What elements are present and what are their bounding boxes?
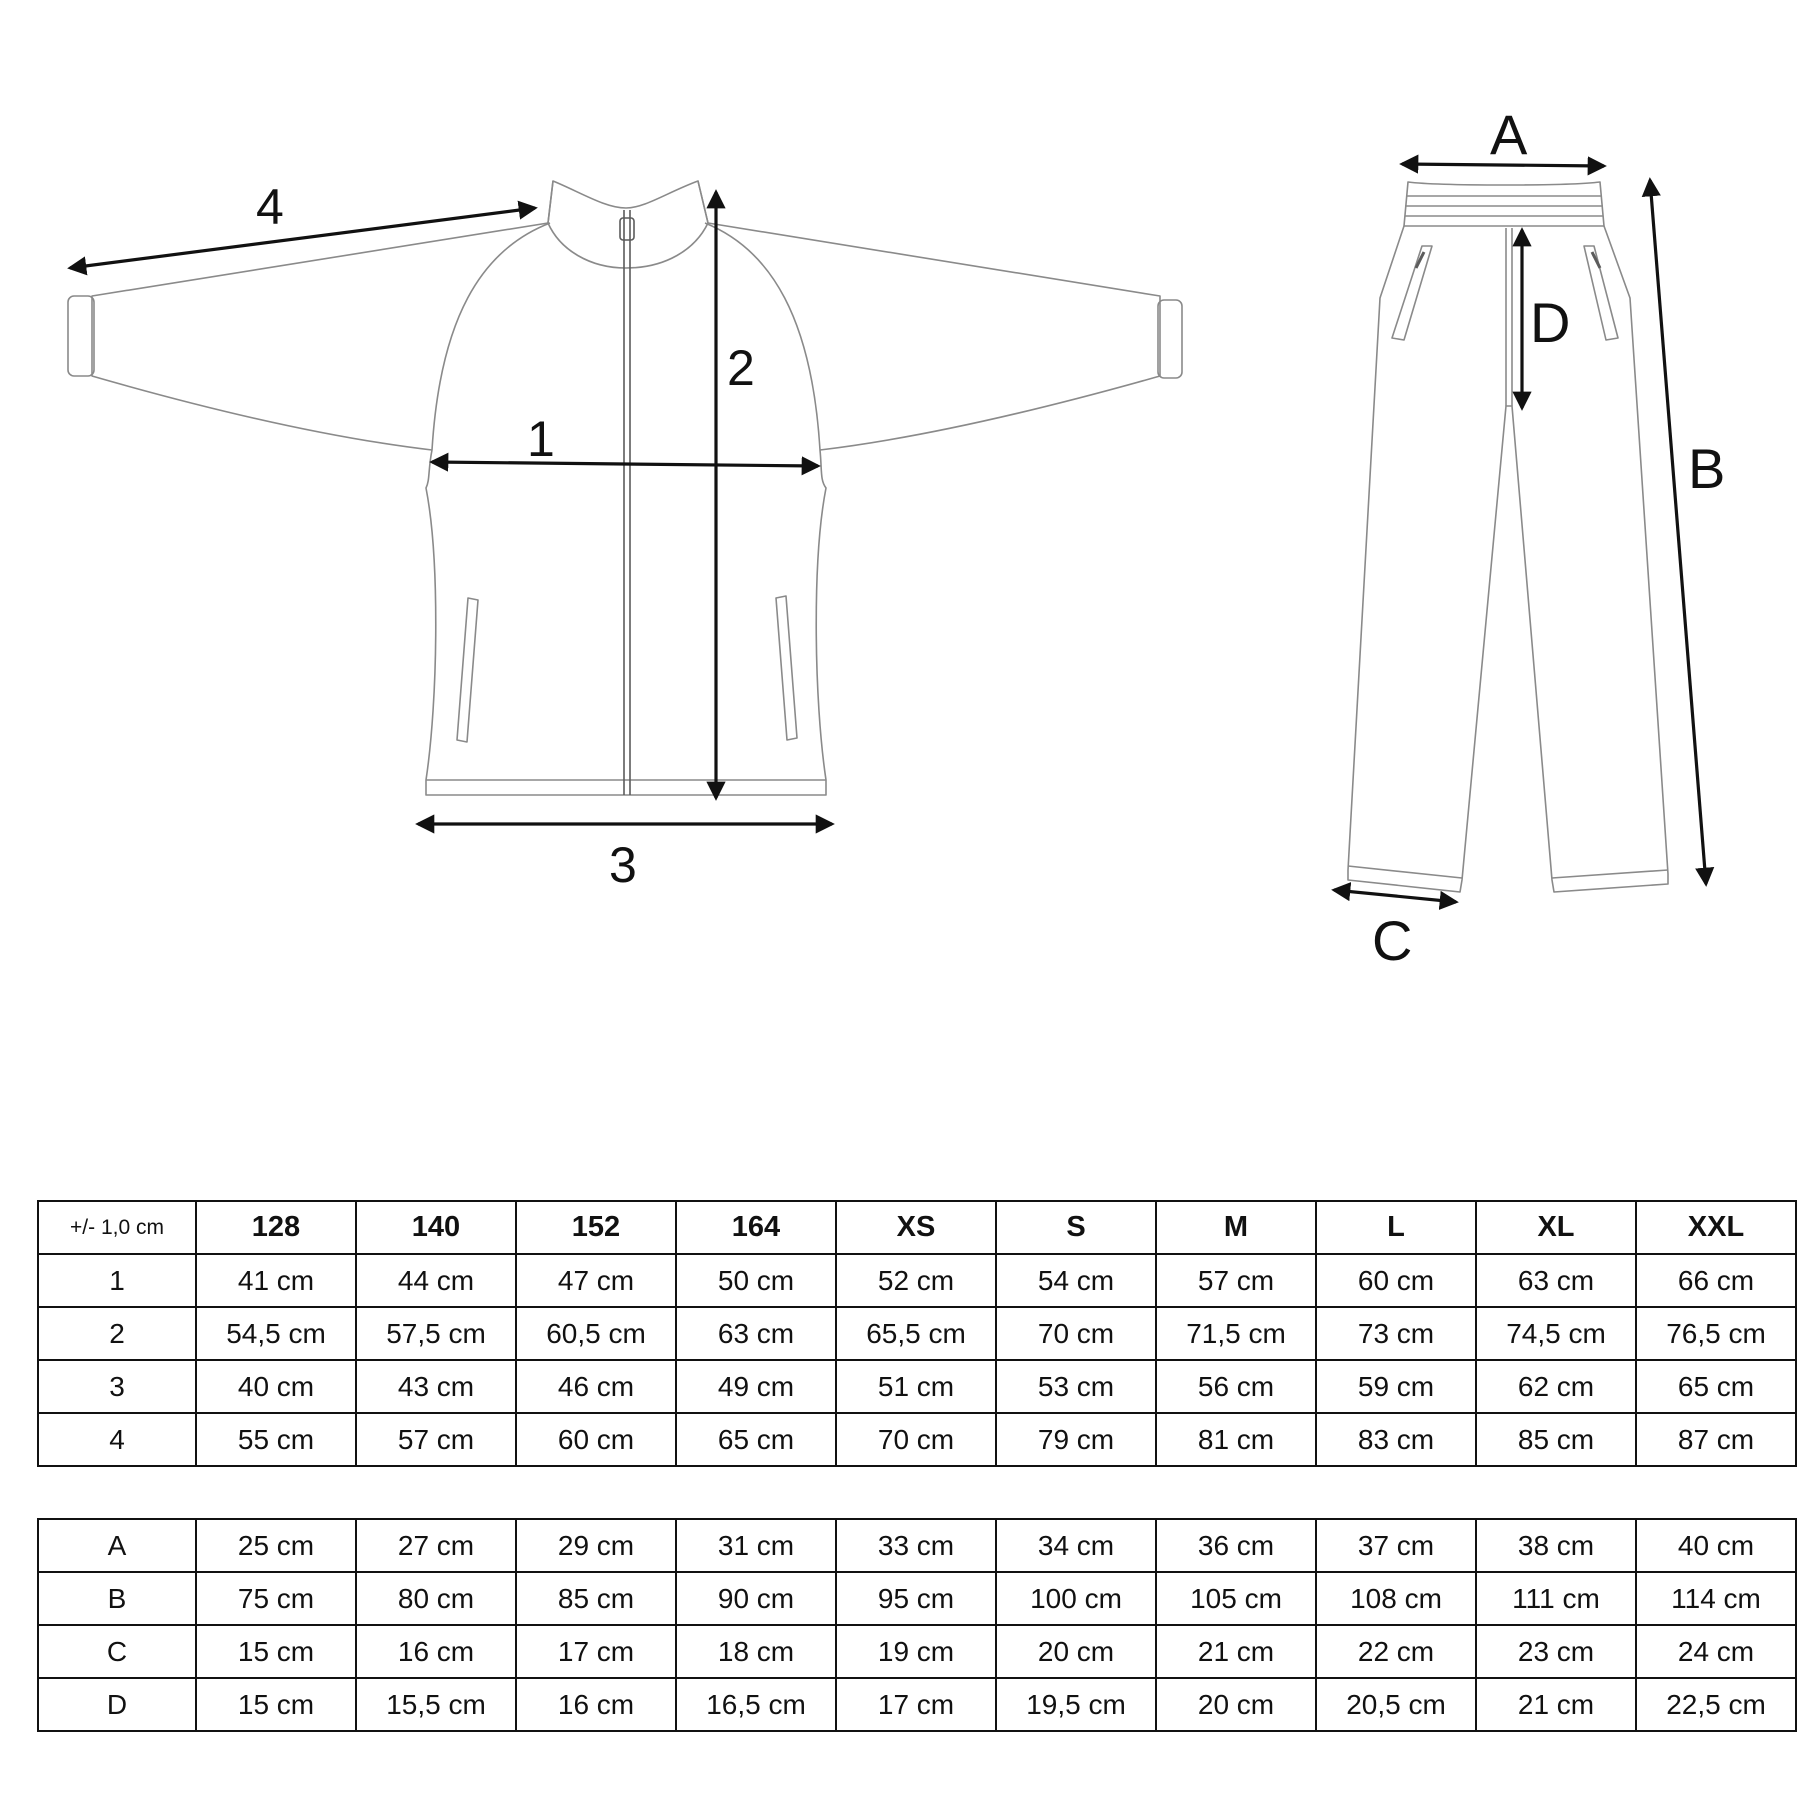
arrow-C	[1334, 890, 1456, 902]
table-cell: 49 cm	[676, 1360, 836, 1413]
table-cell: 65,5 cm	[836, 1307, 996, 1360]
table-cell: 83 cm	[1316, 1413, 1476, 1466]
pants-size-table	[37, 1518, 1797, 1732]
table-cell: 31 cm	[676, 1519, 836, 1572]
pants-outline	[1348, 182, 1668, 892]
table-cell: 95 cm	[836, 1572, 996, 1625]
table-cell: 59 cm	[1316, 1360, 1476, 1413]
table-row	[38, 1572, 1796, 1625]
jacket-outline	[68, 181, 1182, 795]
table-cell: 108 cm	[1316, 1572, 1476, 1625]
table-cell: 36 cm	[1156, 1519, 1316, 1572]
table-cell: 70 cm	[836, 1413, 996, 1466]
tolerance-cell: +/- 1,0 cm	[38, 1201, 196, 1254]
table-cell: 21 cm	[1156, 1625, 1316, 1678]
table-cell: 57 cm	[1156, 1254, 1316, 1307]
size-header: L	[1316, 1201, 1476, 1254]
table-cell: 22 cm	[1316, 1625, 1476, 1678]
size-header: 164	[676, 1201, 836, 1254]
label-pants-B: B	[1688, 437, 1726, 500]
arrow-1	[432, 462, 818, 466]
table-cell: 24 cm	[1636, 1625, 1796, 1678]
table-cell: 44 cm	[356, 1254, 516, 1307]
table-cell: 15 cm	[196, 1625, 356, 1678]
row-label: B	[38, 1572, 196, 1625]
table-row	[38, 1360, 1796, 1413]
size-header: M	[1156, 1201, 1316, 1254]
table-cell: 66 cm	[1636, 1254, 1796, 1307]
row-label: A	[38, 1519, 196, 1572]
table-cell: 79 cm	[996, 1413, 1156, 1466]
table-cell: 16,5 cm	[676, 1678, 836, 1731]
size-header: XL	[1476, 1201, 1636, 1254]
table-cell: 80 cm	[356, 1572, 516, 1625]
table-cell: 60,5 cm	[516, 1307, 676, 1360]
table-cell: 16 cm	[356, 1625, 516, 1678]
table-cell: 63 cm	[676, 1307, 836, 1360]
table-row	[38, 1678, 1796, 1731]
label-pants-A: A	[1490, 103, 1528, 166]
table-cell: 70 cm	[996, 1307, 1156, 1360]
table-cell: 17 cm	[836, 1678, 996, 1731]
label-jacket-2: 2	[727, 340, 755, 396]
table-cell: 90 cm	[676, 1572, 836, 1625]
label-jacket-1: 1	[527, 411, 555, 467]
label-pants-C: C	[1372, 909, 1413, 972]
table-cell: 46 cm	[516, 1360, 676, 1413]
row-label: D	[38, 1678, 196, 1731]
table-cell: 43 cm	[356, 1360, 516, 1413]
table-cell: 114 cm	[1636, 1572, 1796, 1625]
table-cell: 60 cm	[1316, 1254, 1476, 1307]
table-cell: 17 cm	[516, 1625, 676, 1678]
label-jacket-4: 4	[256, 179, 284, 235]
table-cell: 41 cm	[196, 1254, 356, 1307]
table-cell: 51 cm	[836, 1360, 996, 1413]
table-cell: 63 cm	[1476, 1254, 1636, 1307]
table-cell: 15,5 cm	[356, 1678, 516, 1731]
table-cell: 40 cm	[196, 1360, 356, 1413]
size-header: 128	[196, 1201, 356, 1254]
jacket-size-table	[37, 1200, 1797, 1467]
row-label: 1	[38, 1254, 196, 1307]
table-row	[38, 1307, 1796, 1360]
table-cell: 27 cm	[356, 1519, 516, 1572]
table-cell: 15 cm	[196, 1678, 356, 1731]
label-pants-D: D	[1530, 291, 1571, 354]
table-cell: 38 cm	[1476, 1519, 1636, 1572]
size-header: 140	[356, 1201, 516, 1254]
table-cell: 111 cm	[1476, 1572, 1636, 1625]
table-cell: 22,5 cm	[1636, 1678, 1796, 1731]
table-cell: 100 cm	[996, 1572, 1156, 1625]
table-cell: 76,5 cm	[1636, 1307, 1796, 1360]
table-cell: 50 cm	[676, 1254, 836, 1307]
table-cell: 60 cm	[516, 1413, 676, 1466]
size-header: XXL	[1636, 1201, 1796, 1254]
table-cell: 57 cm	[356, 1413, 516, 1466]
table-cell: 55 cm	[196, 1413, 356, 1466]
table-cell: 53 cm	[996, 1360, 1156, 1413]
table-cell: 18 cm	[676, 1625, 836, 1678]
table-row	[38, 1413, 1796, 1466]
row-label: 2	[38, 1307, 196, 1360]
table-cell: 71,5 cm	[1156, 1307, 1316, 1360]
table-cell: 54,5 cm	[196, 1307, 356, 1360]
table-cell: 52 cm	[836, 1254, 996, 1307]
table-cell: 73 cm	[1316, 1307, 1476, 1360]
table-cell: 25 cm	[196, 1519, 356, 1572]
table-cell: 87 cm	[1636, 1413, 1796, 1466]
size-header: XS	[836, 1201, 996, 1254]
table-cell: 62 cm	[1476, 1360, 1636, 1413]
table-cell: 75 cm	[196, 1572, 356, 1625]
size-header: S	[996, 1201, 1156, 1254]
label-jacket-3: 3	[609, 837, 637, 893]
table-row	[38, 1625, 1796, 1678]
table-cell: 81 cm	[1156, 1413, 1316, 1466]
table-cell: 34 cm	[996, 1519, 1156, 1572]
row-label: 3	[38, 1360, 196, 1413]
table-header-row	[38, 1201, 1796, 1254]
table-cell: 37 cm	[1316, 1519, 1476, 1572]
table-cell: 20,5 cm	[1316, 1678, 1476, 1731]
table-row	[38, 1254, 1796, 1307]
table-cell: 33 cm	[836, 1519, 996, 1572]
table-cell: 47 cm	[516, 1254, 676, 1307]
table-cell: 40 cm	[1636, 1519, 1796, 1572]
table-cell: 85 cm	[1476, 1413, 1636, 1466]
table-cell: 105 cm	[1156, 1572, 1316, 1625]
table-cell: 85 cm	[516, 1572, 676, 1625]
table-cell: 29 cm	[516, 1519, 676, 1572]
size-header: 152	[516, 1201, 676, 1254]
table-cell: 74,5 cm	[1476, 1307, 1636, 1360]
table-cell: 56 cm	[1156, 1360, 1316, 1413]
table-cell: 16 cm	[516, 1678, 676, 1731]
table-cell: 19,5 cm	[996, 1678, 1156, 1731]
table-cell: 57,5 cm	[356, 1307, 516, 1360]
row-label: 4	[38, 1413, 196, 1466]
table-row	[38, 1519, 1796, 1572]
table-cell: 23 cm	[1476, 1625, 1636, 1678]
table-cell: 20 cm	[1156, 1678, 1316, 1731]
table-cell: 65 cm	[676, 1413, 836, 1466]
table-cell: 65 cm	[1636, 1360, 1796, 1413]
table-cell: 21 cm	[1476, 1678, 1636, 1731]
table-cell: 19 cm	[836, 1625, 996, 1678]
arrow-B	[1650, 180, 1706, 884]
table-cell: 20 cm	[996, 1625, 1156, 1678]
table-cell: 54 cm	[996, 1254, 1156, 1307]
arrow-4	[70, 208, 535, 268]
row-label: C	[38, 1625, 196, 1678]
